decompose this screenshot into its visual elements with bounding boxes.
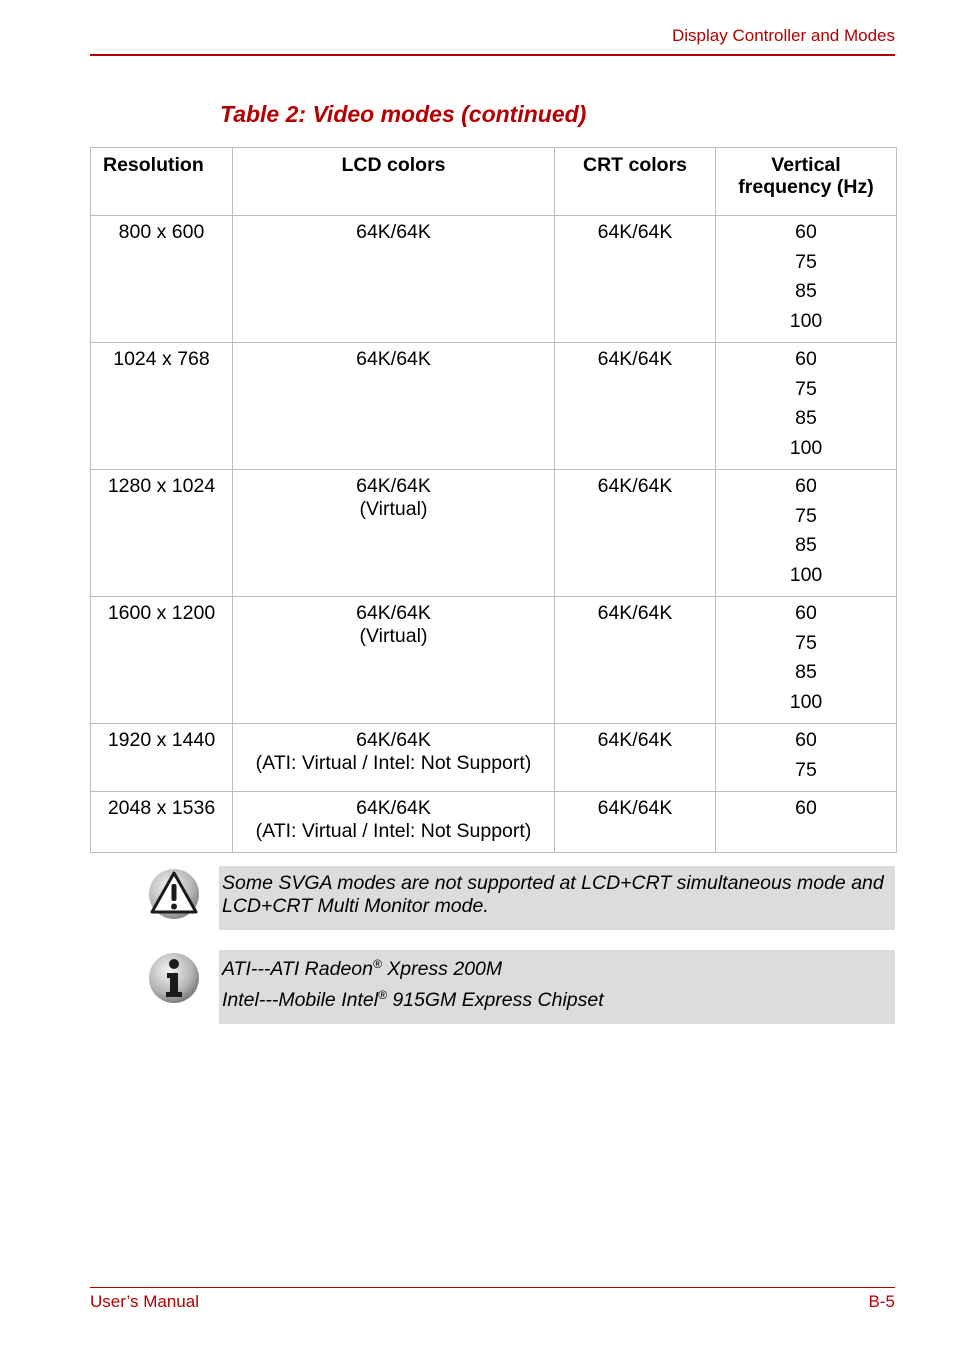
table-row	[91, 597, 897, 724]
resolution-cell: 1024 x 768	[91, 343, 233, 470]
column-header-line: Vertical	[771, 154, 841, 176]
lcd-colors-line: (ATI: Virtual / Intel: Not Support)	[255, 820, 532, 842]
frequency-value: 100	[789, 690, 823, 713]
frequency-value: 60	[795, 729, 817, 751]
running-header: Display Controller and Modes	[672, 26, 895, 45]
column-header-vertical-frequency	[716, 148, 897, 216]
crt-colors-cell: 64K/64K	[555, 216, 716, 343]
frequency-cell	[716, 343, 897, 470]
frequency-value: 85	[795, 661, 817, 683]
table-caption: Table 2: Video modes (continued)	[220, 101, 587, 127]
lcd-colors-cell	[233, 216, 555, 343]
frequency-value: 85	[795, 534, 817, 556]
footer-manual-title: User’s Manual	[90, 1292, 199, 1311]
frequency-cell	[716, 216, 897, 343]
lcd-colors-line: 64K/64K	[356, 348, 431, 370]
warning-icon	[148, 868, 200, 920]
info-note-line	[222, 957, 895, 981]
lcd-colors-line: 64K/64K	[356, 602, 431, 624]
lcd-colors-line: 64K/64K	[356, 221, 431, 243]
frequency-value: 85	[795, 407, 817, 429]
frequency-value: 60	[795, 475, 817, 497]
lcd-colors-cell	[233, 470, 555, 597]
lcd-colors-line: (Virtual)	[359, 498, 428, 520]
lcd-colors-cell	[233, 792, 555, 853]
frequency-value: 75	[795, 758, 817, 781]
lcd-colors-line: (Virtual)	[359, 625, 428, 647]
info-icon	[148, 952, 200, 1004]
frequency-value: 75	[795, 504, 817, 527]
footer-divider	[90, 1287, 895, 1288]
frequency-value: 100	[789, 309, 823, 332]
frequency-cell	[716, 597, 897, 724]
lcd-colors-line: 64K/64K	[356, 729, 431, 751]
frequency-value: 60	[795, 348, 817, 370]
lcd-colors-line: 64K/64K	[356, 797, 431, 819]
frequency-cell	[716, 724, 897, 792]
table-row	[91, 216, 897, 343]
table-row	[91, 792, 897, 853]
table-row	[91, 724, 897, 792]
crt-colors-cell: 64K/64K	[555, 597, 716, 724]
crt-colors-cell: 64K/64K	[555, 724, 716, 792]
frequency-value: 60	[795, 602, 817, 624]
info-note-text: 915GM Express Chipset	[386, 989, 604, 1011]
resolution-cell: 1600 x 1200	[91, 597, 233, 724]
info-note-text: Intel---Mobile Intel	[222, 989, 379, 1011]
frequency-value: 100	[789, 436, 823, 459]
column-header-line: frequency (Hz)	[738, 176, 874, 198]
header-divider	[90, 54, 895, 56]
crt-colors-cell: 64K/64K	[555, 470, 716, 597]
lcd-colors-cell	[233, 724, 555, 792]
frequency-value: 85	[795, 280, 817, 302]
frequency-value: 60	[795, 797, 817, 819]
table-row	[91, 343, 897, 470]
info-note-line	[222, 988, 895, 1012]
column-header-crt-colors: CRT colors	[555, 148, 716, 216]
crt-colors-cell: 64K/64K	[555, 792, 716, 853]
table-body	[91, 216, 897, 853]
registered-mark: ®	[378, 988, 387, 1002]
column-header-lcd-colors: LCD colors	[233, 148, 555, 216]
resolution-cell: 1280 x 1024	[91, 470, 233, 597]
frequency-value: 75	[795, 631, 817, 654]
frequency-cell	[716, 470, 897, 597]
frequency-value: 60	[795, 221, 817, 243]
column-header-resolution: Resolution	[91, 148, 233, 216]
crt-colors-cell: 64K/64K	[555, 343, 716, 470]
warning-note: Some SVGA modes are not supported at LCD+CRT simultaneous mode and LCD+CRT Multi Monitor mode.	[219, 866, 895, 930]
frequency-value: 75	[795, 377, 817, 400]
page-number: B-5	[868, 1292, 895, 1311]
info-note	[219, 950, 895, 1024]
table-header-row	[91, 148, 897, 216]
info-note-text: ATI---ATI Radeon	[222, 958, 373, 980]
lcd-colors-line: 64K/64K	[356, 475, 431, 497]
lcd-colors-line: (ATI: Virtual / Intel: Not Support)	[255, 752, 532, 774]
resolution-cell: 800 x 600	[91, 216, 233, 343]
frequency-value: 75	[795, 250, 817, 273]
resolution-cell: 1920 x 1440	[91, 724, 233, 792]
frequency-cell	[716, 792, 897, 853]
table-row	[91, 470, 897, 597]
lcd-colors-cell	[233, 597, 555, 724]
frequency-value: 100	[789, 563, 823, 586]
registered-mark: ®	[372, 957, 382, 971]
info-note-text: Xpress 200M	[381, 958, 503, 980]
video-modes-table	[90, 147, 897, 853]
lcd-colors-cell	[233, 343, 555, 470]
resolution-cell: 2048 x 1536	[91, 792, 233, 853]
